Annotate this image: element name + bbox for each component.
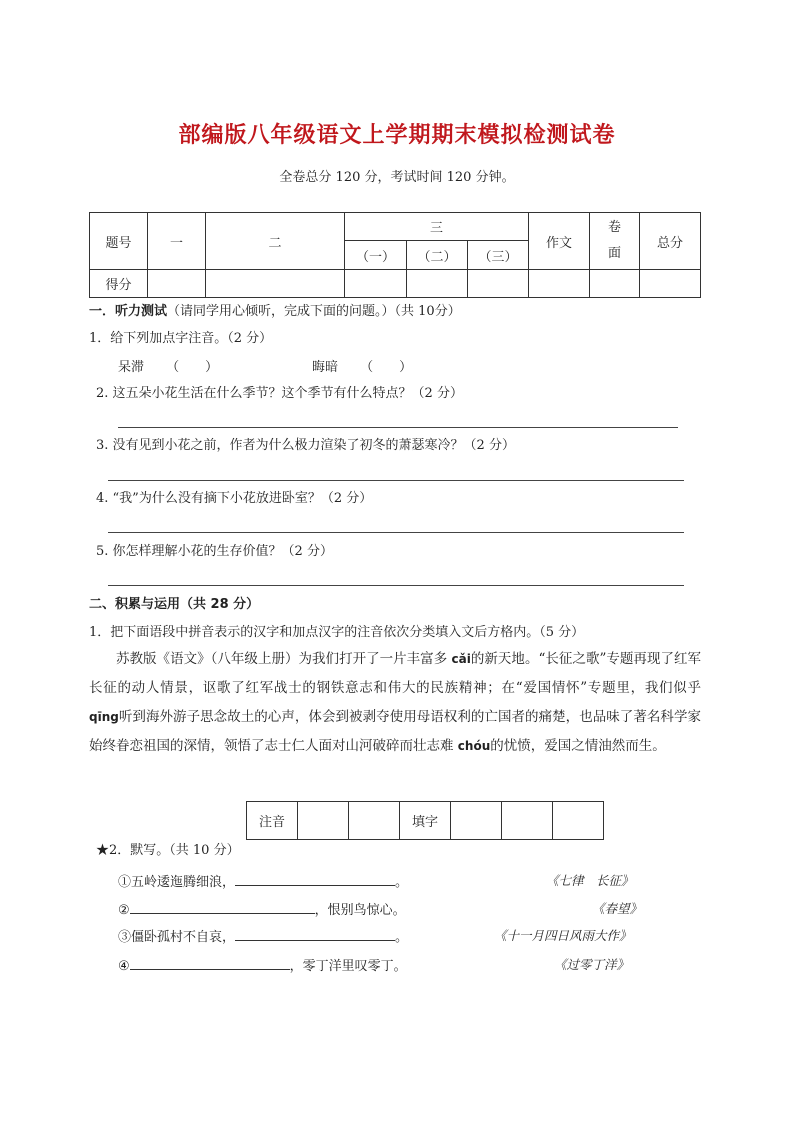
score-table bbox=[89, 212, 701, 298]
recite-3-end: 。 bbox=[395, 930, 409, 945]
grid-cell[interactable] bbox=[553, 802, 604, 840]
grid-label-fill: 填字 bbox=[400, 802, 451, 840]
score-sub-1: （一） bbox=[345, 241, 407, 270]
question-1-4: 4. “我”为什么没有摘下小花放进卧室？（2 分） bbox=[96, 491, 373, 506]
recite-4-source: 《过零丁洋》 bbox=[554, 957, 630, 972]
score-row-label-score: 得分 bbox=[90, 270, 148, 298]
recite-line-3 bbox=[118, 926, 408, 947]
score-sub-3: （三） bbox=[468, 241, 529, 270]
question-1-5: 5. 你怎样理解小花的生存价值？（2 分） bbox=[96, 544, 333, 559]
recite-4-prompt: ④ bbox=[118, 959, 130, 974]
passage bbox=[89, 645, 701, 761]
recite-line-2 bbox=[118, 899, 406, 920]
score-col-total: 总分 bbox=[640, 213, 701, 270]
score-cell[interactable] bbox=[529, 270, 590, 298]
recite-1-end: 。 bbox=[395, 875, 409, 890]
score-cell[interactable] bbox=[206, 270, 345, 298]
pinyin-word-2: 晦暗 bbox=[312, 360, 339, 375]
score-cell[interactable] bbox=[590, 270, 640, 298]
recite-line-4 bbox=[118, 955, 407, 976]
answer-line-2[interactable] bbox=[118, 427, 678, 428]
pinyin-qing: qīng bbox=[89, 710, 119, 724]
score-cell[interactable] bbox=[407, 270, 468, 298]
exam-info: 全卷总分 120 分，考试时间 120 分钟。 bbox=[279, 170, 515, 185]
score-col-3: 三 bbox=[345, 213, 529, 241]
grid-cell[interactable] bbox=[298, 802, 349, 840]
section-2-heading: 二、积累与运用（共 28 分） bbox=[89, 597, 260, 612]
score-row-label-question: 题号 bbox=[90, 213, 148, 270]
recite-line-1 bbox=[118, 871, 408, 892]
pinyin-item-2 bbox=[312, 359, 412, 377]
recite-1-blank[interactable] bbox=[235, 871, 395, 886]
question-1-2: 2. 这五朵小花生活在什么季节？这个季节有什么特点？（2 分） bbox=[96, 386, 463, 401]
pinyin-answer-1[interactable]: （ ） bbox=[166, 360, 219, 375]
grid-label-pinyin: 注音 bbox=[247, 802, 298, 840]
answer-line-5[interactable] bbox=[108, 585, 684, 586]
score-cell[interactable] bbox=[468, 270, 529, 298]
score-cell[interactable] bbox=[148, 270, 206, 298]
pinyin-answer-2[interactable]: （ ） bbox=[360, 360, 413, 375]
recite-2-blank[interactable] bbox=[130, 899, 315, 914]
question-2-2: ★2．默写。（共 10 分） bbox=[96, 843, 240, 858]
score-sub-2: （二） bbox=[407, 241, 468, 270]
score-col-neatness bbox=[590, 213, 640, 270]
answer-line-4[interactable] bbox=[108, 532, 684, 533]
pinyin-chou: chóu bbox=[457, 739, 491, 753]
score-col-1: 一 bbox=[148, 213, 206, 270]
page-title: 部编版八年级语文上学期期末模拟检测试卷 bbox=[178, 123, 616, 148]
recite-3-prompt: ③僵卧孤村不自哀， bbox=[118, 930, 236, 945]
section-1-heading-line bbox=[89, 303, 461, 321]
recite-2-end: ，恨别鸟惊心。 bbox=[314, 903, 406, 918]
pinyin-word-1: 呆滞 bbox=[118, 360, 145, 375]
question-1-1: 1．给下列加点字注音。（2 分） bbox=[89, 331, 273, 346]
passage-part-b: 的新天地。“长征之歌”专题再现了红军长征的动人情景，讴歌了红军战士的钢铁意志和伟大的民族精神；在“爱国情怀”专题里，我们似乎 bbox=[89, 651, 701, 696]
pinyin-cai: cǎi bbox=[451, 652, 471, 666]
question-2-1: 1．把下面语段中拼音表示的汉字和加点汉字的注音依次分类填入文后方格内。（5 分） bbox=[89, 625, 585, 640]
passage-part-d: 的忧愤，爱国之情油然而生。 bbox=[490, 738, 666, 754]
recite-1-prompt: ①五岭逶迤腾细浪， bbox=[118, 875, 236, 890]
grid-cell[interactable] bbox=[349, 802, 400, 840]
passage-part-a: 苏教版《语文》（八年级上册）为我们打开了一片丰富多 bbox=[116, 651, 452, 667]
neatness-char-1: 卷 bbox=[607, 220, 621, 235]
score-cell[interactable] bbox=[640, 270, 701, 298]
recite-1-source: 《七律 长征》 bbox=[546, 873, 634, 888]
recite-4-blank[interactable] bbox=[130, 955, 290, 970]
recite-2-source: 《春望》 bbox=[592, 901, 643, 916]
section-1-note: （请同学用心倾听，完成下面的问题。）（共 10分） bbox=[167, 304, 461, 319]
pinyin-item-1 bbox=[118, 359, 218, 377]
recite-3-source: 《十一月四日风雨大作》 bbox=[494, 928, 632, 943]
answer-line-3[interactable] bbox=[108, 480, 684, 481]
answer-grid bbox=[246, 801, 604, 840]
grid-cell[interactable] bbox=[502, 802, 553, 840]
passage-part-c: 听到海外游子思念故土的心声，体会到被剥夺使用母语权利的亡国者的痛楚，也品味了著名科学家始终眷恋祖国的深情，领悟了志士仁人面对山河破碎而壮志难 bbox=[89, 709, 701, 754]
recite-3-blank[interactable] bbox=[235, 926, 395, 941]
recite-2-prompt: ② bbox=[118, 903, 130, 918]
section-1-heading: 一．听力测试 bbox=[89, 304, 168, 319]
score-col-essay: 作文 bbox=[529, 213, 590, 270]
recite-4-end: ，零丁洋里叹零丁。 bbox=[289, 959, 407, 974]
grid-cell[interactable] bbox=[451, 802, 502, 840]
question-1-3: 3. 没有见到小花之前，作者为什么极力渲染了初冬的萧瑟寒冷？（2 分） bbox=[96, 438, 515, 453]
neatness-char-2: 面 bbox=[607, 246, 621, 261]
score-col-2: 二 bbox=[206, 213, 345, 270]
score-cell[interactable] bbox=[345, 270, 407, 298]
